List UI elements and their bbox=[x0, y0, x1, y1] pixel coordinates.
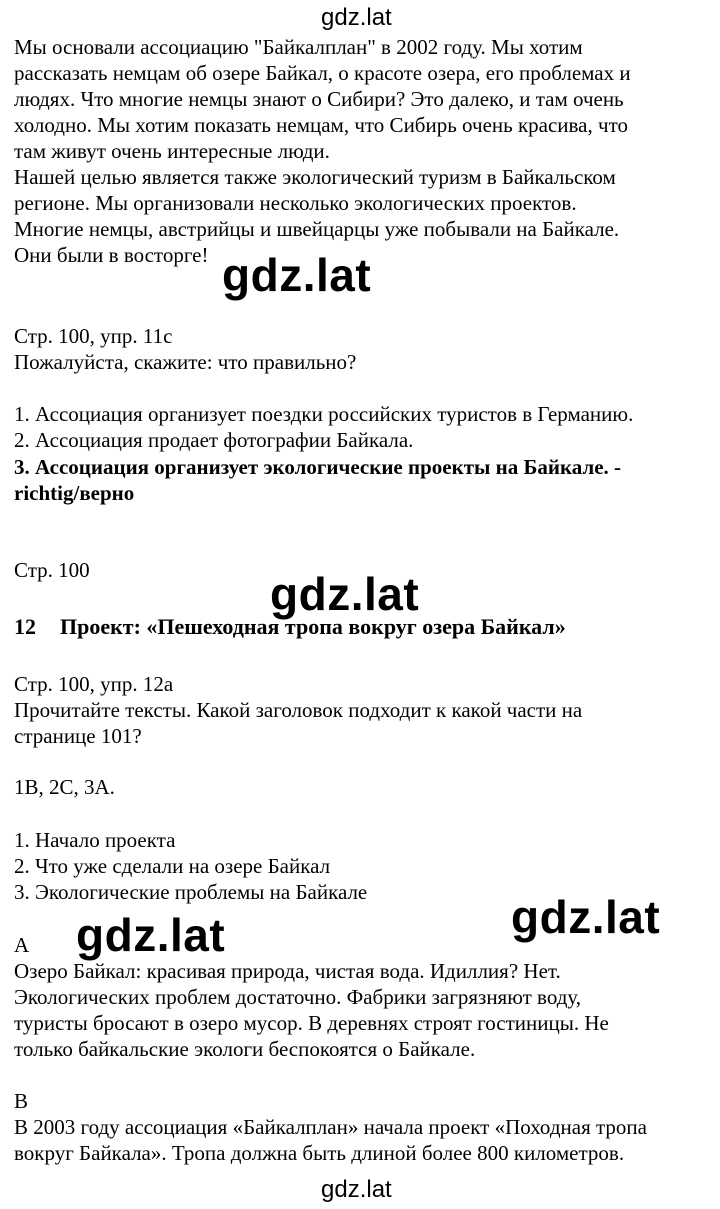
watermark-large: gdz.lat bbox=[270, 568, 420, 620]
section-title: Проект: «Пешеходная тропа вокруг озера Байкал» bbox=[60, 614, 566, 639]
correct-answer-verdict: richtig/верно bbox=[14, 481, 135, 505]
section-heading bbox=[14, 613, 566, 641]
intro-line: там живут очень интересные люди. bbox=[14, 139, 330, 163]
text-line: В 2003 году ассоциация «Байкалплан» начала проект «Походная тропа bbox=[14, 1115, 647, 1139]
intro-line: регионе. Мы организовали несколько экологических проектов. bbox=[14, 191, 577, 215]
intro-line: рассказать немцам об озере Байкал, о красоте озера, его проблемах и bbox=[14, 61, 631, 85]
exercise-reference: Стр. 100, упр. 12a bbox=[14, 672, 174, 696]
watermark-large: gdz.lat bbox=[222, 249, 372, 301]
part-letter: B bbox=[14, 1089, 29, 1113]
watermark-top: gdz.lat bbox=[321, 4, 392, 31]
intro-line: Они были в восторге! bbox=[14, 243, 209, 267]
text-line: Озеро Байкал: красивая природа, чистая вода. Идиллия? Нет. bbox=[14, 959, 561, 983]
exercise-reference: Стр. 100, упр. 11c bbox=[14, 324, 173, 348]
option-item: 2. Ассоциация продает фотографии Байкала. bbox=[14, 428, 414, 452]
intro-line: Мы основали ассоциацию "Байкалплан" в 2002 году. Мы хотим bbox=[14, 35, 583, 59]
intro-line: людях. Что многие немцы знают о Сибири? Это далеко, и там очень bbox=[14, 87, 624, 111]
intro-line: Нашей целью является также экологический туризм в Байкальском bbox=[14, 165, 616, 189]
heading-option: 3. Экологические проблемы на Байкале bbox=[14, 880, 368, 904]
intro-line: Многие немцы, австрийцы и швейцарцы уже побывали на Байкале. bbox=[14, 217, 620, 241]
watermark-large: gdz.lat bbox=[76, 909, 226, 961]
text-line: только байкальские экологи беспокоятся о Байкале. bbox=[14, 1037, 476, 1061]
exercise-task: Пожалуйста, скажите: что правильно? bbox=[14, 350, 357, 374]
heading-option: 1. Начало проекта bbox=[14, 828, 176, 852]
part-letter: A bbox=[14, 933, 30, 957]
exercise-answer: 1B, 2C, 3A. bbox=[14, 775, 115, 799]
correct-answer: 3. Ассоциация организует экологические проекты на Байкале. - bbox=[14, 455, 622, 479]
page-reference: Стр. 100 bbox=[14, 558, 90, 582]
text-line: туристы бросают в озеро мусор. В деревнях строят гостиницы. Не bbox=[14, 1011, 609, 1035]
option-item: 1. Ассоциация организует поездки российских туристов в Германию. bbox=[14, 402, 634, 426]
intro-line: холодно. Мы хотим показать немцам, что Сибирь очень красива, что bbox=[14, 113, 628, 137]
heading-option: 2. Что уже сделали на озере Байкал bbox=[14, 854, 331, 878]
text-line: вокруг Байкала». Тропа должна быть длиной более 800 километров. bbox=[14, 1141, 625, 1165]
exercise-task: странице 101? bbox=[14, 724, 142, 748]
watermark-large: gdz.lat bbox=[511, 891, 661, 943]
section-number: 12 bbox=[14, 614, 36, 639]
text-line: Экологических проблем достаточно. Фабрики загрязняют воду, bbox=[14, 985, 582, 1009]
exercise-task: Прочитайте тексты. Какой заголовок подходит к какой части на bbox=[14, 698, 583, 722]
watermark-bottom: gdz.lat bbox=[321, 1176, 392, 1203]
